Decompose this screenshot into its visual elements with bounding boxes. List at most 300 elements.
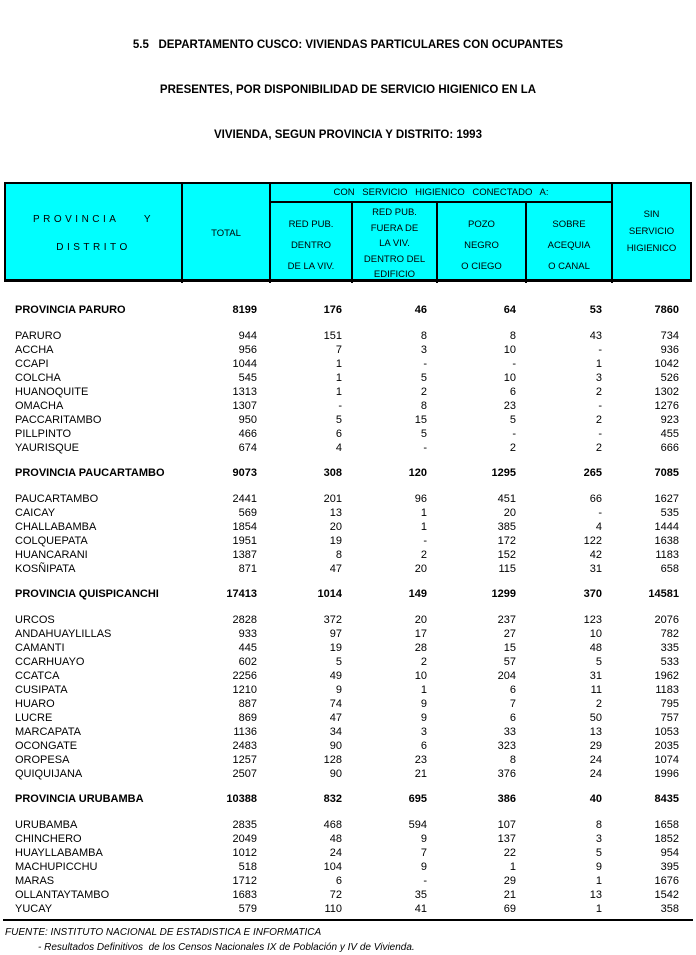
row-value: 3 <box>420 344 427 356</box>
row-value: 23 <box>414 754 427 766</box>
row-value: 1 <box>335 386 342 398</box>
district-row <box>6 627 690 641</box>
row-value: 1852 <box>654 833 679 845</box>
district-row <box>6 697 690 711</box>
row-label: CCATCA <box>15 670 60 682</box>
header-line: SIN <box>643 209 660 220</box>
district-row <box>6 371 690 385</box>
row-value: 695 <box>408 793 427 805</box>
row-label: OCONGATE <box>15 740 78 752</box>
row-value: 10 <box>503 372 516 384</box>
row-value: 17413 <box>226 588 257 600</box>
row-label: PROVINCIA QUISPICANCHI <box>15 588 159 600</box>
row-value: 35 <box>414 889 427 901</box>
district-row <box>6 683 690 697</box>
district-row <box>6 399 690 413</box>
row-value: 466 <box>238 428 257 440</box>
row-value: 2 <box>509 442 516 454</box>
row-value: 1276 <box>654 400 679 412</box>
row-value: 5 <box>420 372 427 384</box>
row-value: 545 <box>238 372 257 384</box>
row-value: 24 <box>329 847 342 859</box>
row-value: 1012 <box>232 847 257 859</box>
district-row <box>6 441 690 455</box>
row-value: 69 <box>503 903 516 915</box>
row-value: 120 <box>408 467 427 479</box>
row-value: 1996 <box>654 768 679 780</box>
row-value: 13 <box>589 726 602 738</box>
source-line-2: - Resultados Definitivos de los Censos Nacionales IX de Población y IV de Vivienda. <box>38 942 415 953</box>
row-value: 14581 <box>648 588 679 600</box>
row-value: 4 <box>595 521 602 533</box>
row-label: CUSIPATA <box>15 684 68 696</box>
row-value: 2 <box>420 386 427 398</box>
row-value: 104 <box>323 861 342 873</box>
row-value: 8 <box>509 330 516 342</box>
district-row <box>6 357 690 371</box>
header-line: DENTRO <box>290 239 332 251</box>
header-line: NEGRO <box>464 239 499 251</box>
row-value: 46 <box>414 304 427 316</box>
row-value: 8199 <box>232 304 257 316</box>
district-row <box>6 669 690 683</box>
row-label: PROVINCIA URUBAMBA <box>15 793 144 805</box>
row-value: 674 <box>238 442 257 454</box>
row-label: PAUCARTAMBO <box>15 493 99 505</box>
row-value: 8 <box>420 330 427 342</box>
row-value: - <box>423 358 427 370</box>
row-value: 526 <box>660 372 679 384</box>
row-value: 1053 <box>654 726 679 738</box>
row-value: 96 <box>414 493 427 505</box>
row-value: 795 <box>660 698 679 710</box>
district-row <box>6 767 690 781</box>
row-value: 1676 <box>654 875 679 887</box>
row-value: 358 <box>660 903 679 915</box>
row-value: 1307 <box>232 400 257 412</box>
source-footer <box>0 925 696 955</box>
row-label: COLCHA <box>15 372 61 384</box>
row-value: 2 <box>420 656 427 668</box>
row-value: 137 <box>497 833 516 845</box>
row-value: 5 <box>595 847 602 859</box>
row-value: 1387 <box>232 549 257 561</box>
row-value: 3 <box>595 372 602 384</box>
row-value: 29 <box>589 740 602 752</box>
row-value: 7860 <box>654 304 679 316</box>
row-label: YAURISQUE <box>15 442 79 454</box>
row-value: - <box>598 428 602 440</box>
district-row <box>6 753 690 767</box>
row-value: 658 <box>660 563 679 575</box>
row-value: 933 <box>238 628 257 640</box>
row-value: 10 <box>503 344 516 356</box>
row-value: 1044 <box>232 358 257 370</box>
row-label: PROVINCIA PARURO <box>15 304 126 316</box>
row-value: 9073 <box>232 467 257 479</box>
row-value: 6 <box>509 684 516 696</box>
district-row <box>6 534 690 548</box>
row-value: 47 <box>329 563 342 575</box>
row-value: 97 <box>329 628 342 640</box>
row-value: 6 <box>335 875 342 887</box>
header-line: SOBRE <box>552 218 586 230</box>
district-row <box>6 613 690 627</box>
row-label: MACHUPICCHU <box>15 861 98 873</box>
row-value: 151 <box>323 330 342 342</box>
district-row <box>6 343 690 357</box>
row-value: 535 <box>660 507 679 519</box>
row-value: 9 <box>335 684 342 696</box>
header-line: POZO <box>468 218 495 230</box>
row-value: 172 <box>497 535 516 547</box>
row-value: - <box>598 344 602 356</box>
row-label: OLLANTAYTAMBO <box>15 889 110 901</box>
header-group-label: CON SERVICIO HIGIENICO CONECTADO A: <box>333 187 549 198</box>
district-row <box>6 427 690 441</box>
row-value: 1683 <box>232 889 257 901</box>
table-body <box>4 282 692 916</box>
province-row <box>6 792 690 806</box>
row-value: 1257 <box>232 754 257 766</box>
row-value: 15 <box>414 414 427 426</box>
district-row <box>6 832 690 846</box>
table-bottom-rule <box>3 919 693 921</box>
row-value: 1295 <box>491 467 516 479</box>
row-value: 1712 <box>232 875 257 887</box>
row-value: 11 <box>590 684 602 696</box>
row-value: 4 <box>335 442 342 454</box>
row-value: 1658 <box>654 819 679 831</box>
district-row <box>6 548 690 562</box>
row-value: 90 <box>329 740 342 752</box>
row-value: - <box>598 400 602 412</box>
row-value: - <box>423 875 427 887</box>
header-distrito-label: DISTRITO <box>56 241 131 253</box>
row-value: 2076 <box>654 614 679 626</box>
row-value: 569 <box>238 507 257 519</box>
row-value: 49 <box>329 670 342 682</box>
row-value: 9 <box>420 712 427 724</box>
header-line: RED PUB. <box>288 218 334 230</box>
row-value: 237 <box>497 614 516 626</box>
district-row <box>6 329 690 343</box>
district-row <box>6 641 690 655</box>
row-value: 7085 <box>654 467 679 479</box>
header-provincia-distrito <box>6 184 183 283</box>
row-value: 518 <box>238 861 257 873</box>
row-value: 41 <box>414 903 427 915</box>
header-line: EDIFICIO <box>373 269 416 280</box>
header-line: DENTRO DEL <box>363 253 426 265</box>
row-value: - <box>512 358 516 370</box>
row-value: 1 <box>420 684 427 696</box>
row-value: 335 <box>660 642 679 654</box>
header-line: LA VIV. <box>379 238 410 249</box>
row-value: 782 <box>660 628 679 640</box>
row-value: 594 <box>408 819 427 831</box>
row-value: 9 <box>420 861 427 873</box>
row-value: 3 <box>420 726 427 738</box>
row-value: 2835 <box>232 819 257 831</box>
row-value: 10 <box>589 628 602 640</box>
row-value: 40 <box>589 793 602 805</box>
row-value: 24 <box>589 754 602 766</box>
row-value: 579 <box>238 903 257 915</box>
row-value: 6 <box>420 740 427 752</box>
row-value: 123 <box>583 614 602 626</box>
row-value: 602 <box>238 656 257 668</box>
row-value: 869 <box>238 712 257 724</box>
row-value: 385 <box>497 521 516 533</box>
row-value: 2 <box>595 414 602 426</box>
row-value: 370 <box>583 588 602 600</box>
row-value: 757 <box>660 712 679 724</box>
row-label: PACCARITAMBO <box>15 414 102 426</box>
row-value: 149 <box>408 588 427 600</box>
row-value: 34 <box>329 726 342 738</box>
district-row <box>6 520 690 534</box>
row-value: 8 <box>335 549 342 561</box>
district-row <box>6 818 690 832</box>
row-value: 43 <box>589 330 602 342</box>
row-value: 8 <box>509 754 516 766</box>
title-line-1: 5.5 DEPARTAMENTO CUSCO: VIVIENDAS PARTICULARES CON OCUPANTES <box>132 39 564 51</box>
row-value: - <box>423 535 427 547</box>
row-value: 1638 <box>654 535 679 547</box>
row-label: YUCAY <box>15 903 53 915</box>
row-value: 455 <box>660 428 679 440</box>
row-value: 204 <box>497 670 516 682</box>
row-value: 1074 <box>654 754 679 766</box>
row-value: 7 <box>509 698 516 710</box>
row-value: 42 <box>589 549 602 561</box>
row-value: 666 <box>660 442 679 454</box>
row-value: 5 <box>335 414 342 426</box>
row-value: 23 <box>503 400 516 412</box>
header-line: ACEQUIA <box>547 239 591 251</box>
row-value: 1042 <box>654 358 679 370</box>
row-value: 8 <box>420 400 427 412</box>
row-value: 954 <box>660 847 679 859</box>
row-value: 13 <box>329 507 342 519</box>
row-value: 1951 <box>232 535 257 547</box>
row-value: 2828 <box>232 614 257 626</box>
row-value: 107 <box>497 819 516 831</box>
row-value: 3 <box>595 833 602 845</box>
row-value: 950 <box>238 414 257 426</box>
row-value: 1854 <box>232 521 257 533</box>
row-value: 6 <box>509 386 516 398</box>
row-value: 1014 <box>317 588 342 600</box>
row-value: 395 <box>660 861 679 873</box>
row-value: 20 <box>503 507 516 519</box>
row-value: 1627 <box>654 493 679 505</box>
row-value: 9 <box>420 698 427 710</box>
row-label: HUANOQUITE <box>15 386 89 398</box>
row-value: 734 <box>660 330 679 342</box>
row-value: 1444 <box>654 521 679 533</box>
row-value: 936 <box>660 344 679 356</box>
row-value: 468 <box>323 819 342 831</box>
row-value: 2507 <box>232 768 257 780</box>
row-value: 20 <box>414 614 427 626</box>
row-value: 152 <box>497 549 516 561</box>
district-row <box>6 860 690 874</box>
row-value: 21 <box>414 768 427 780</box>
header-line: O CIEGO <box>461 260 502 272</box>
row-value: 20 <box>329 521 342 533</box>
row-value: 451 <box>497 493 516 505</box>
title-line-2: PRESENTES, POR DISPONIBILIDAD DE SERVICIO HIGIENICO EN LA <box>159 84 537 96</box>
row-value: 2 <box>420 549 427 561</box>
district-row <box>6 385 690 399</box>
row-value: 2441 <box>232 493 257 505</box>
row-value: 7 <box>335 344 342 356</box>
row-value: 48 <box>589 642 602 654</box>
row-value: 8435 <box>654 793 679 805</box>
row-value: 1 <box>420 507 427 519</box>
row-label: URCOS <box>15 614 55 626</box>
row-value: 201 <box>323 493 342 505</box>
row-value: 47 <box>329 712 342 724</box>
row-label: CHINCHERO <box>15 833 82 845</box>
row-value: 110 <box>324 903 342 915</box>
row-value: 122 <box>583 535 602 547</box>
row-value: 19 <box>329 535 342 547</box>
row-value: 5 <box>595 656 602 668</box>
row-label: PROVINCIA PAUCARTAMBO <box>15 467 165 479</box>
row-value: 887 <box>238 698 257 710</box>
province-row <box>6 466 690 480</box>
header-provincia-label: PROVINCIA Y <box>32 213 155 225</box>
row-label: CCAPI <box>15 358 49 370</box>
header-line: O CANAL <box>548 260 590 272</box>
row-value: 2483 <box>232 740 257 752</box>
row-label: QUIQUIJANA <box>15 768 83 780</box>
header-red-pub-fuera <box>353 203 438 283</box>
row-value: 8 <box>595 819 602 831</box>
row-value: 2 <box>595 698 602 710</box>
row-value: 10388 <box>226 793 257 805</box>
row-value: 386 <box>497 793 516 805</box>
row-value: 1302 <box>654 386 679 398</box>
district-row <box>6 655 690 669</box>
district-row <box>6 902 690 916</box>
row-value: 1 <box>335 358 342 370</box>
row-label: CAICAY <box>15 507 56 519</box>
row-value: 2256 <box>232 670 257 682</box>
statistics-table <box>4 182 692 916</box>
header-sin-servicio <box>613 184 690 283</box>
row-value: - <box>512 428 516 440</box>
row-label: MARAS <box>15 875 55 887</box>
row-label: CHALLABAMBA <box>15 521 97 533</box>
row-value: 1 <box>335 372 342 384</box>
row-value: 445 <box>238 642 257 654</box>
row-value: 19 <box>329 642 342 654</box>
row-value: 944 <box>238 330 257 342</box>
header-line: HIGIENICO <box>626 243 677 254</box>
row-value: 5 <box>509 414 516 426</box>
row-value: 5 <box>335 656 342 668</box>
row-value: 31 <box>589 670 602 682</box>
row-value: 128 <box>323 754 342 766</box>
row-value: 15 <box>503 642 516 654</box>
row-value: 1962 <box>654 670 679 682</box>
header-sobre-acequia <box>527 203 613 283</box>
district-row <box>6 739 690 753</box>
district-row <box>6 874 690 888</box>
row-label: OROPESA <box>15 754 70 766</box>
row-value: 21 <box>503 889 516 901</box>
district-row <box>6 888 690 902</box>
table-header <box>4 182 692 282</box>
row-value: 1 <box>509 861 516 873</box>
row-value: 372 <box>323 614 342 626</box>
row-value: 1542 <box>654 889 679 901</box>
row-value: 956 <box>238 344 257 356</box>
row-value: 64 <box>503 304 516 316</box>
row-value: 871 <box>238 563 257 575</box>
row-value: 7 <box>420 847 427 859</box>
row-value: 308 <box>323 467 342 479</box>
row-value: 115 <box>498 563 516 575</box>
row-value: 10 <box>414 670 427 682</box>
row-value: 923 <box>660 414 679 426</box>
district-row <box>6 725 690 739</box>
row-value: 74 <box>329 698 342 710</box>
row-value: 9 <box>420 833 427 845</box>
row-value: 2049 <box>232 833 257 845</box>
row-label: CCARHUAYO <box>15 656 85 668</box>
row-value: 265 <box>583 467 602 479</box>
row-value: 376 <box>497 768 516 780</box>
row-label: CAMANTI <box>15 642 65 654</box>
row-value: 2 <box>595 442 602 454</box>
row-value: 1210 <box>232 684 257 696</box>
row-value: 9 <box>595 861 602 873</box>
source-line-1: FUENTE: INSTITUTO NACIONAL DE ESTADISTICA E INFORMATICA <box>5 927 322 938</box>
row-label: PILLPINTO <box>15 428 72 440</box>
row-label: LUCRE <box>15 712 53 724</box>
row-value: 6 <box>335 428 342 440</box>
row-value: 20 <box>414 563 427 575</box>
header-group-con-servicio <box>271 184 613 203</box>
row-value: 1313 <box>232 386 257 398</box>
row-value: 90 <box>329 768 342 780</box>
row-value: 48 <box>329 833 342 845</box>
header-line: RED PUB. <box>372 207 417 218</box>
district-row <box>6 413 690 427</box>
row-label: ACCHA <box>15 344 54 356</box>
row-value: - <box>598 507 602 519</box>
row-label: HUANCARANI <box>15 549 88 561</box>
header-line: SERVICIO <box>628 226 675 237</box>
header-red-pub-dentro <box>271 203 353 283</box>
row-label: MARCAPATA <box>15 726 82 738</box>
province-row <box>6 303 690 317</box>
row-value: 323 <box>497 740 516 752</box>
row-label: ANDAHUAYLILLAS <box>15 628 112 640</box>
row-label: COLQUEPATA <box>15 535 88 547</box>
row-value: 57 <box>503 656 516 668</box>
row-value: 17 <box>414 628 427 640</box>
row-value: 1299 <box>491 588 516 600</box>
row-value: 1 <box>595 358 602 370</box>
row-value: 33 <box>503 726 516 738</box>
row-label: KOSÑIPATA <box>15 563 76 575</box>
